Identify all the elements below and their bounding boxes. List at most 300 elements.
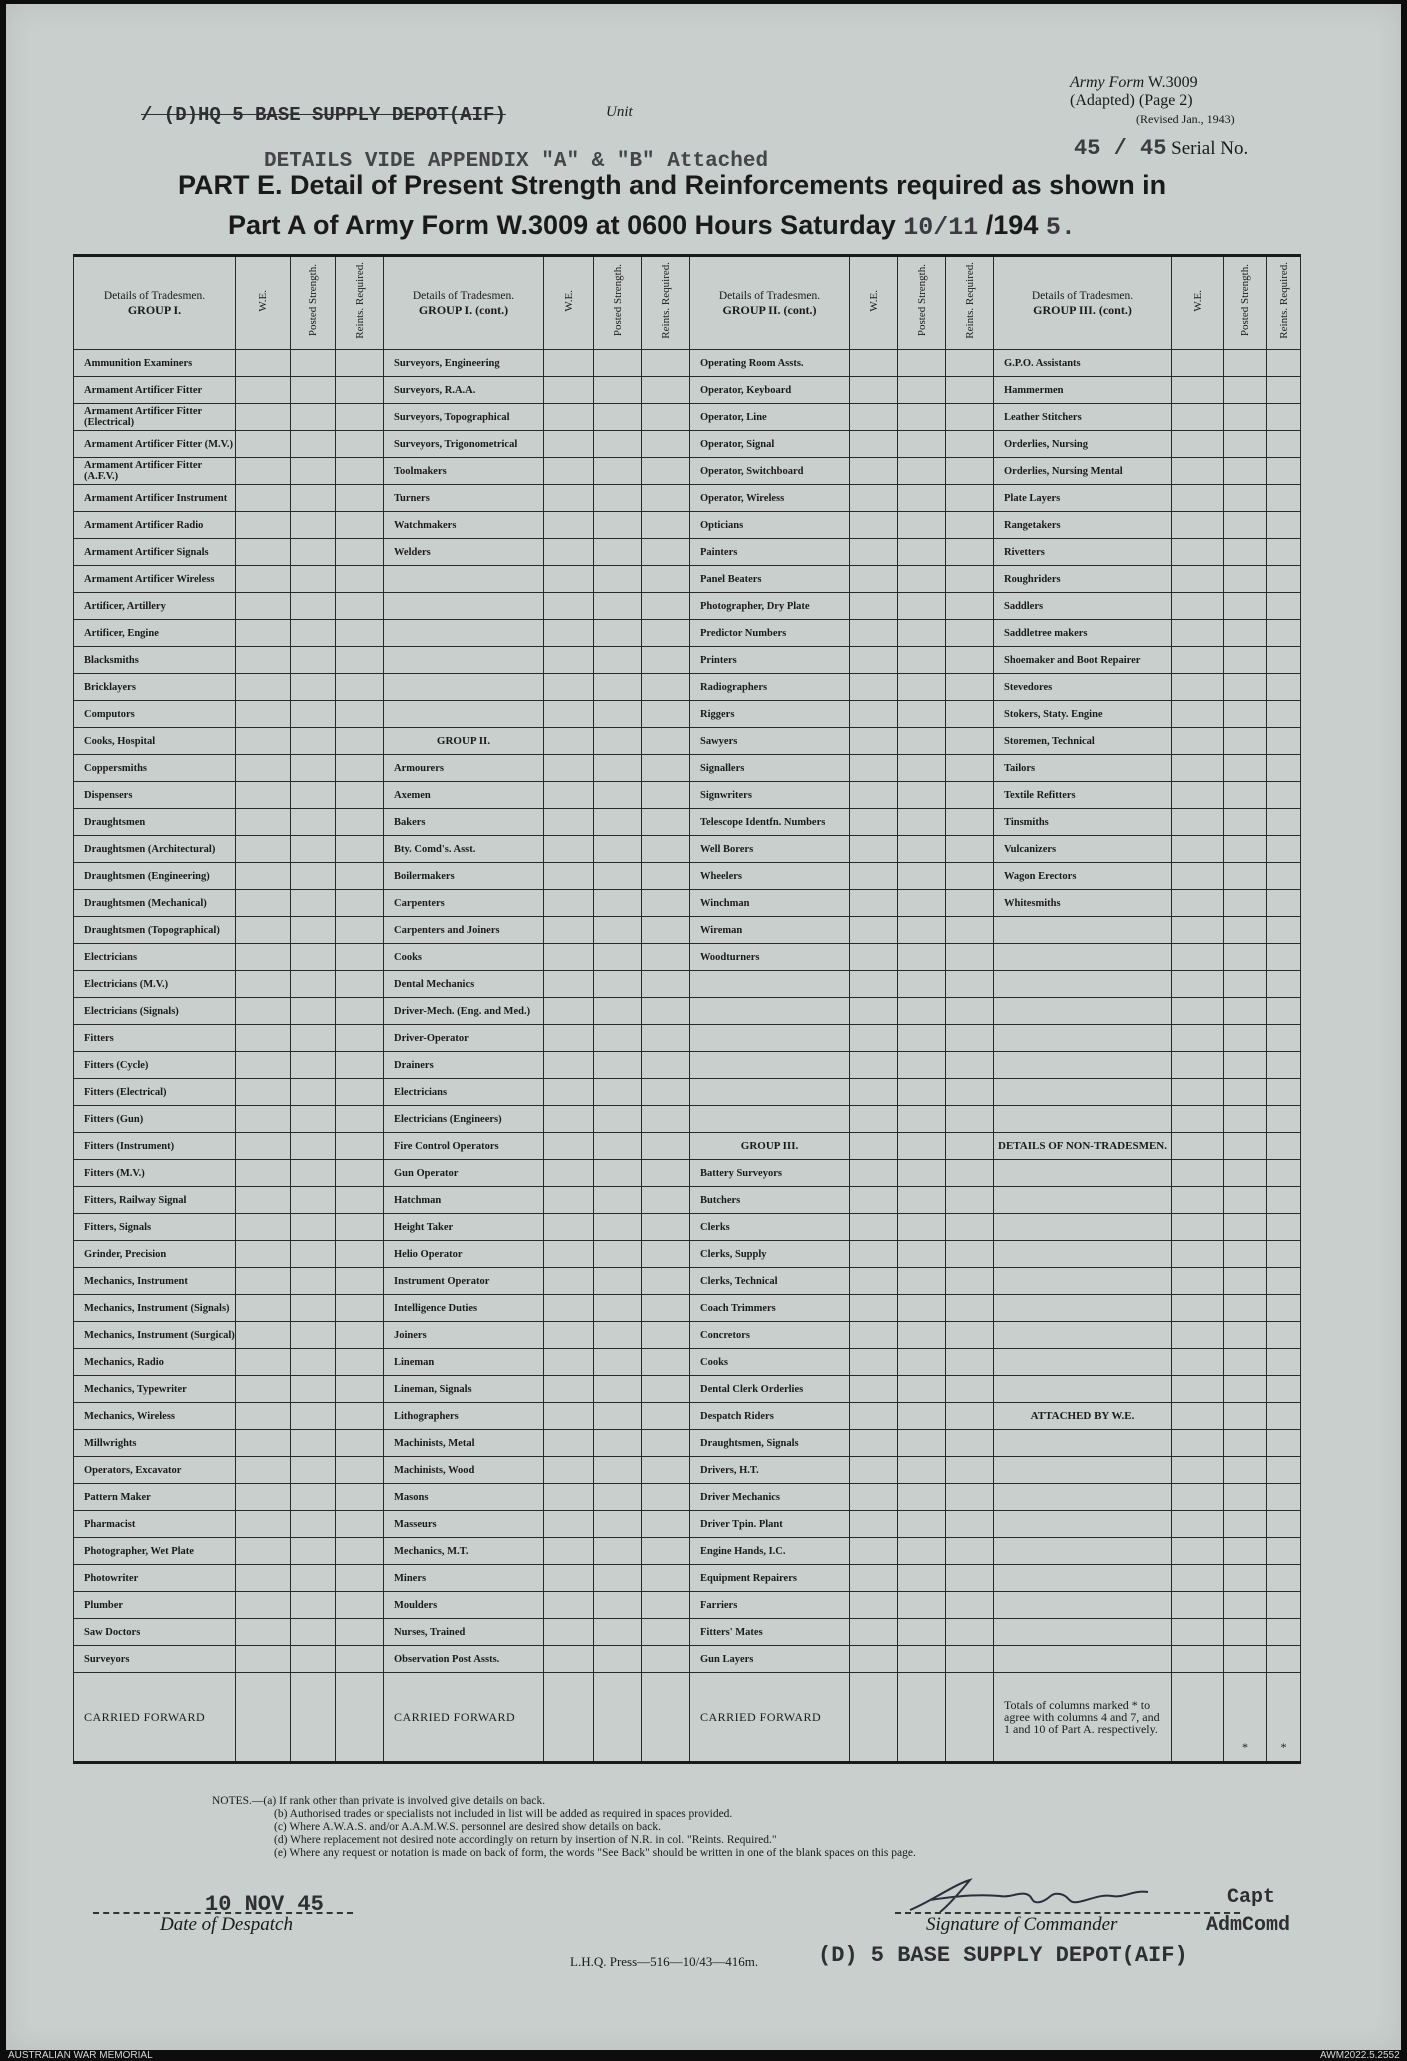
we-cell[interactable]: [1172, 755, 1224, 782]
we-cell[interactable]: [544, 1214, 594, 1241]
we-cell[interactable]: [850, 863, 898, 890]
reints-required-cell[interactable]: [946, 1079, 994, 1106]
we-cell[interactable]: [850, 1241, 898, 1268]
posted-strength-cell[interactable]: [1224, 1376, 1267, 1403]
we-cell[interactable]: [544, 755, 594, 782]
we-cell[interactable]: [850, 1214, 898, 1241]
reints-required-cell[interactable]: [1267, 1187, 1301, 1214]
we-cell[interactable]: [850, 1511, 898, 1538]
we-cell[interactable]: [544, 431, 594, 458]
posted-strength-cell[interactable]: [594, 1646, 642, 1673]
posted-strength-cell[interactable]: [898, 1079, 946, 1106]
reints-required-cell[interactable]: [642, 1511, 690, 1538]
reints-required-cell[interactable]: [642, 890, 690, 917]
posted-strength-cell[interactable]: [1224, 971, 1267, 998]
posted-strength-cell[interactable]: [1224, 998, 1267, 1025]
we-cell[interactable]: [236, 1295, 291, 1322]
we-cell[interactable]: [236, 1619, 291, 1646]
reints-required-cell[interactable]: [336, 890, 384, 917]
reints-required-cell[interactable]: [946, 1322, 994, 1349]
posted-strength-cell[interactable]: [898, 593, 946, 620]
we-cell[interactable]: [544, 1538, 594, 1565]
posted-strength-cell[interactable]: [898, 1646, 946, 1673]
posted-strength-cell[interactable]: [291, 1133, 336, 1160]
reints-required-cell[interactable]: [946, 1106, 994, 1133]
we-cell[interactable]: [850, 809, 898, 836]
we-cell[interactable]: [1172, 998, 1224, 1025]
we-cell[interactable]: [850, 1160, 898, 1187]
posted-strength-cell[interactable]: [898, 1322, 946, 1349]
we-cell[interactable]: [1172, 404, 1224, 431]
reints-required-cell[interactable]: [336, 1565, 384, 1592]
reints-required-cell[interactable]: [946, 1565, 994, 1592]
reints-required-cell[interactable]: [1267, 836, 1301, 863]
reints-required-cell[interactable]: [336, 1079, 384, 1106]
reints-required-cell[interactable]: [336, 512, 384, 539]
posted-strength-cell[interactable]: [1224, 485, 1267, 512]
we-cell[interactable]: [850, 674, 898, 701]
we-cell[interactable]: [1172, 809, 1224, 836]
we-cell[interactable]: [850, 1025, 898, 1052]
posted-strength-cell[interactable]: [291, 1403, 336, 1430]
we-cell[interactable]: [850, 1079, 898, 1106]
reints-required-cell[interactable]: [1267, 755, 1301, 782]
we-cell[interactable]: [236, 917, 291, 944]
reints-required-cell[interactable]: [336, 971, 384, 998]
reints-required-cell[interactable]: [946, 1484, 994, 1511]
we-cell[interactable]: [850, 1646, 898, 1673]
posted-strength-cell[interactable]: [594, 566, 642, 593]
posted-strength-cell[interactable]: [291, 1268, 336, 1295]
reints-required-cell[interactable]: [946, 431, 994, 458]
reints-required-cell[interactable]: [336, 1214, 384, 1241]
we-cell[interactable]: [850, 431, 898, 458]
we-cell[interactable]: [544, 1160, 594, 1187]
posted-strength-cell[interactable]: [291, 1592, 336, 1619]
posted-strength-cell[interactable]: [594, 755, 642, 782]
reints-required-cell[interactable]: [1267, 1160, 1301, 1187]
reints-required-cell[interactable]: [642, 755, 690, 782]
we-cell[interactable]: [850, 1484, 898, 1511]
posted-strength-cell[interactable]: [291, 1430, 336, 1457]
posted-strength-cell[interactable]: [291, 782, 336, 809]
posted-strength-cell[interactable]: [1224, 1619, 1267, 1646]
reints-required-cell[interactable]: [642, 620, 690, 647]
reints-required-cell[interactable]: [1267, 1430, 1301, 1457]
we-cell[interactable]: [850, 836, 898, 863]
we-cell[interactable]: [1172, 1052, 1224, 1079]
posted-strength-cell[interactable]: [1224, 1349, 1267, 1376]
reints-required-cell[interactable]: [642, 1268, 690, 1295]
we-cell[interactable]: [850, 998, 898, 1025]
reints-required-cell[interactable]: [1267, 1646, 1301, 1673]
posted-strength-cell[interactable]: [898, 1025, 946, 1052]
posted-strength-cell[interactable]: [898, 1160, 946, 1187]
reints-required-cell[interactable]: [336, 1349, 384, 1376]
we-cell[interactable]: [544, 1079, 594, 1106]
reints-required-cell[interactable]: [642, 485, 690, 512]
posted-strength-cell[interactable]: [1224, 782, 1267, 809]
we-cell[interactable]: [1172, 377, 1224, 404]
we-cell[interactable]: [544, 404, 594, 431]
reints-required-cell[interactable]: [946, 1133, 994, 1160]
we-cell[interactable]: [1172, 431, 1224, 458]
we-cell[interactable]: [236, 377, 291, 404]
posted-strength-cell[interactable]: [898, 458, 946, 485]
reints-required-cell[interactable]: [946, 1025, 994, 1052]
reints-required-cell[interactable]: [946, 485, 994, 512]
posted-strength-cell[interactable]: [291, 917, 336, 944]
posted-strength-cell[interactable]: [1224, 1646, 1267, 1673]
posted-strength-cell[interactable]: [594, 1430, 642, 1457]
we-cell[interactable]: [850, 971, 898, 998]
reints-required-cell[interactable]: [336, 944, 384, 971]
reints-required-cell[interactable]: [1267, 1592, 1301, 1619]
we-cell[interactable]: [1172, 863, 1224, 890]
reints-required-cell[interactable]: [642, 809, 690, 836]
we-cell[interactable]: [850, 1187, 898, 1214]
posted-strength-cell[interactable]: [898, 1214, 946, 1241]
we-cell[interactable]: [1172, 1160, 1224, 1187]
posted-strength-cell[interactable]: [898, 1187, 946, 1214]
reints-required-cell[interactable]: [1267, 863, 1301, 890]
we-cell[interactable]: [544, 377, 594, 404]
we-cell[interactable]: [236, 755, 291, 782]
posted-strength-cell[interactable]: [1224, 377, 1267, 404]
we-cell[interactable]: [1172, 1133, 1224, 1160]
we-cell[interactable]: [236, 809, 291, 836]
posted-strength-cell[interactable]: [291, 431, 336, 458]
we-cell[interactable]: [236, 431, 291, 458]
posted-strength-cell[interactable]: [594, 1133, 642, 1160]
we-cell[interactable]: [1172, 1619, 1224, 1646]
reints-required-cell[interactable]: [946, 1187, 994, 1214]
reints-required-cell[interactable]: [946, 1241, 994, 1268]
posted-strength-cell[interactable]: [594, 1538, 642, 1565]
posted-strength-cell[interactable]: [594, 431, 642, 458]
posted-strength-cell[interactable]: [1224, 1241, 1267, 1268]
we-cell[interactable]: [544, 620, 594, 647]
posted-strength-cell[interactable]: [594, 1106, 642, 1133]
reints-required-cell[interactable]: [1267, 566, 1301, 593]
we-cell[interactable]: [544, 998, 594, 1025]
we-cell[interactable]: [1172, 1484, 1224, 1511]
posted-strength-cell[interactable]: [291, 755, 336, 782]
posted-strength-cell[interactable]: [594, 1511, 642, 1538]
reints-required-cell[interactable]: [946, 971, 994, 998]
reints-required-cell[interactable]: [642, 1160, 690, 1187]
posted-strength-cell[interactable]: [291, 728, 336, 755]
reints-required-cell[interactable]: [336, 782, 384, 809]
posted-strength-cell[interactable]: [594, 701, 642, 728]
we-cell[interactable]: [850, 647, 898, 674]
posted-strength-cell[interactable]: [898, 1349, 946, 1376]
posted-strength-cell[interactable]: [898, 1268, 946, 1295]
posted-strength-cell[interactable]: [1224, 1484, 1267, 1511]
posted-strength-cell[interactable]: [291, 1457, 336, 1484]
we-cell[interactable]: [850, 1322, 898, 1349]
reints-required-cell[interactable]: [642, 431, 690, 458]
posted-strength-cell[interactable]: [291, 998, 336, 1025]
reints-required-cell[interactable]: [336, 1646, 384, 1673]
we-cell[interactable]: [236, 1322, 291, 1349]
we-cell[interactable]: [1172, 539, 1224, 566]
posted-strength-cell[interactable]: [898, 944, 946, 971]
posted-strength-cell[interactable]: [1224, 647, 1267, 674]
reints-required-cell[interactable]: [642, 944, 690, 971]
reints-required-cell[interactable]: [1267, 1403, 1301, 1430]
reints-required-cell[interactable]: [946, 890, 994, 917]
reints-required-cell[interactable]: [642, 539, 690, 566]
posted-strength-cell[interactable]: [594, 1079, 642, 1106]
posted-strength-cell[interactable]: [291, 809, 336, 836]
posted-strength-cell[interactable]: [898, 809, 946, 836]
posted-strength-cell[interactable]: [1224, 944, 1267, 971]
posted-strength-cell[interactable]: [594, 971, 642, 998]
we-cell[interactable]: [1172, 1241, 1224, 1268]
posted-strength-cell[interactable]: [594, 863, 642, 890]
posted-strength-cell[interactable]: [1224, 1133, 1267, 1160]
posted-strength-cell[interactable]: [291, 971, 336, 998]
reints-required-cell[interactable]: [1267, 620, 1301, 647]
posted-strength-cell[interactable]: [1224, 755, 1267, 782]
reints-required-cell[interactable]: [336, 998, 384, 1025]
posted-strength-cell[interactable]: [1224, 1592, 1267, 1619]
reints-required-cell[interactable]: [946, 782, 994, 809]
posted-strength-cell[interactable]: [898, 701, 946, 728]
posted-strength-cell[interactable]: [291, 1052, 336, 1079]
reints-required-cell[interactable]: [946, 1349, 994, 1376]
posted-strength-cell[interactable]: [898, 512, 946, 539]
reints-required-cell[interactable]: [642, 566, 690, 593]
posted-strength-cell[interactable]: [291, 1025, 336, 1052]
we-cell[interactable]: [1172, 674, 1224, 701]
we-cell[interactable]: [1172, 728, 1224, 755]
reints-required-cell[interactable]: [336, 377, 384, 404]
reints-required-cell[interactable]: [336, 755, 384, 782]
reints-required-cell[interactable]: [642, 1214, 690, 1241]
reints-required-cell[interactable]: [642, 1619, 690, 1646]
reints-required-cell[interactable]: [336, 1160, 384, 1187]
we-cell[interactable]: [850, 1349, 898, 1376]
we-cell[interactable]: [850, 701, 898, 728]
posted-strength-cell[interactable]: [898, 1376, 946, 1403]
we-cell[interactable]: [850, 1592, 898, 1619]
posted-strength-cell[interactable]: [1224, 1403, 1267, 1430]
reints-required-cell[interactable]: [336, 1133, 384, 1160]
we-cell[interactable]: [236, 1538, 291, 1565]
reints-required-cell[interactable]: [336, 701, 384, 728]
posted-strength-cell[interactable]: [594, 917, 642, 944]
reints-required-cell[interactable]: [946, 1214, 994, 1241]
posted-strength-cell[interactable]: [291, 458, 336, 485]
we-cell[interactable]: [236, 404, 291, 431]
we-cell[interactable]: [1172, 1403, 1224, 1430]
reints-required-cell[interactable]: [946, 1295, 994, 1322]
reints-required-cell[interactable]: [642, 1052, 690, 1079]
we-cell[interactable]: [1172, 890, 1224, 917]
reints-required-cell[interactable]: [642, 1133, 690, 1160]
we-cell[interactable]: [236, 1187, 291, 1214]
reints-required-cell[interactable]: [336, 1322, 384, 1349]
posted-strength-cell[interactable]: [1224, 1079, 1267, 1106]
reints-required-cell[interactable]: [336, 431, 384, 458]
reints-required-cell[interactable]: [642, 863, 690, 890]
we-cell[interactable]: [236, 1376, 291, 1403]
posted-strength-cell[interactable]: [898, 1430, 946, 1457]
we-cell[interactable]: [236, 593, 291, 620]
we-cell[interactable]: [236, 1160, 291, 1187]
posted-strength-cell[interactable]: [898, 1565, 946, 1592]
we-cell[interactable]: [544, 485, 594, 512]
reints-required-cell[interactable]: [1267, 593, 1301, 620]
reints-required-cell[interactable]: [642, 1106, 690, 1133]
we-cell[interactable]: [236, 350, 291, 377]
posted-strength-cell[interactable]: [594, 404, 642, 431]
reints-required-cell[interactable]: [946, 350, 994, 377]
we-cell[interactable]: [850, 728, 898, 755]
posted-strength-cell[interactable]: [1224, 863, 1267, 890]
posted-strength-cell[interactable]: [594, 944, 642, 971]
posted-strength-cell[interactable]: [291, 566, 336, 593]
we-cell[interactable]: [1172, 836, 1224, 863]
we-cell[interactable]: [1172, 782, 1224, 809]
we-cell[interactable]: [544, 647, 594, 674]
we-cell[interactable]: [850, 1106, 898, 1133]
we-cell[interactable]: [236, 1457, 291, 1484]
reints-required-cell[interactable]: [642, 647, 690, 674]
we-cell[interactable]: [850, 539, 898, 566]
we-cell[interactable]: [850, 917, 898, 944]
we-cell[interactable]: [236, 1646, 291, 1673]
we-cell[interactable]: [1172, 458, 1224, 485]
we-cell[interactable]: [544, 1592, 594, 1619]
reints-required-cell[interactable]: [1267, 701, 1301, 728]
reints-required-cell[interactable]: [642, 1430, 690, 1457]
we-cell[interactable]: [1172, 1511, 1224, 1538]
posted-strength-cell[interactable]: [291, 1214, 336, 1241]
reints-required-cell[interactable]: [642, 674, 690, 701]
posted-strength-cell[interactable]: [291, 620, 336, 647]
reints-required-cell[interactable]: [1267, 917, 1301, 944]
reints-required-cell[interactable]: [336, 1457, 384, 1484]
posted-strength-cell[interactable]: [898, 1133, 946, 1160]
posted-strength-cell[interactable]: [898, 782, 946, 809]
posted-strength-cell[interactable]: [1224, 836, 1267, 863]
posted-strength-cell[interactable]: [594, 1619, 642, 1646]
reints-required-cell[interactable]: [642, 377, 690, 404]
posted-strength-cell[interactable]: [594, 1592, 642, 1619]
reints-required-cell[interactable]: [1267, 971, 1301, 998]
reints-required-cell[interactable]: [642, 1538, 690, 1565]
we-cell[interactable]: [850, 566, 898, 593]
posted-strength-cell[interactable]: [1224, 890, 1267, 917]
we-cell[interactable]: [850, 1565, 898, 1592]
we-cell[interactable]: [1172, 485, 1224, 512]
we-cell[interactable]: [236, 1484, 291, 1511]
reints-required-cell[interactable]: [1267, 1268, 1301, 1295]
reints-required-cell[interactable]: [946, 809, 994, 836]
we-cell[interactable]: [850, 1619, 898, 1646]
posted-strength-cell[interactable]: [898, 728, 946, 755]
reints-required-cell[interactable]: [946, 1403, 994, 1430]
reints-required-cell[interactable]: [946, 1592, 994, 1619]
posted-strength-cell[interactable]: [291, 485, 336, 512]
reints-required-cell[interactable]: [1267, 539, 1301, 566]
reints-required-cell[interactable]: [946, 998, 994, 1025]
reints-required-cell[interactable]: [336, 1484, 384, 1511]
we-cell[interactable]: [1172, 1646, 1224, 1673]
reints-required-cell[interactable]: [946, 1052, 994, 1079]
posted-strength-cell[interactable]: [594, 377, 642, 404]
posted-strength-cell[interactable]: [898, 998, 946, 1025]
posted-strength-cell[interactable]: [594, 1025, 642, 1052]
reints-required-cell[interactable]: [1267, 1457, 1301, 1484]
posted-strength-cell[interactable]: [1224, 1430, 1267, 1457]
we-cell[interactable]: [1172, 620, 1224, 647]
we-cell[interactable]: [850, 890, 898, 917]
reints-required-cell[interactable]: [1267, 674, 1301, 701]
we-cell[interactable]: [544, 1484, 594, 1511]
reints-required-cell[interactable]: [336, 728, 384, 755]
reints-required-cell[interactable]: [1267, 1376, 1301, 1403]
we-cell[interactable]: [236, 782, 291, 809]
reints-required-cell[interactable]: [946, 917, 994, 944]
we-cell[interactable]: [850, 1403, 898, 1430]
reints-required-cell[interactable]: [336, 1403, 384, 1430]
posted-strength-cell[interactable]: [291, 1511, 336, 1538]
we-cell[interactable]: [544, 512, 594, 539]
reints-required-cell[interactable]: [1267, 1511, 1301, 1538]
we-cell[interactable]: [544, 1052, 594, 1079]
we-cell[interactable]: [236, 836, 291, 863]
posted-strength-cell[interactable]: [898, 1619, 946, 1646]
we-cell[interactable]: [850, 1268, 898, 1295]
reints-required-cell[interactable]: [946, 566, 994, 593]
reints-required-cell[interactable]: [946, 620, 994, 647]
we-cell[interactable]: [1172, 701, 1224, 728]
posted-strength-cell[interactable]: [291, 647, 336, 674]
reints-required-cell[interactable]: [946, 1538, 994, 1565]
we-cell[interactable]: [544, 1376, 594, 1403]
posted-strength-cell[interactable]: [1224, 917, 1267, 944]
reints-required-cell[interactable]: [336, 1511, 384, 1538]
reints-required-cell[interactable]: [1267, 1079, 1301, 1106]
we-cell[interactable]: [1172, 350, 1224, 377]
we-cell[interactable]: [236, 1241, 291, 1268]
reints-required-cell[interactable]: [642, 1484, 690, 1511]
reints-required-cell[interactable]: [946, 1268, 994, 1295]
reints-required-cell[interactable]: [946, 512, 994, 539]
reints-required-cell[interactable]: [336, 1241, 384, 1268]
reints-required-cell[interactable]: [1267, 377, 1301, 404]
reints-required-cell[interactable]: [336, 1106, 384, 1133]
we-cell[interactable]: [1172, 1079, 1224, 1106]
reints-required-cell[interactable]: [1267, 1538, 1301, 1565]
posted-strength-cell[interactable]: [291, 674, 336, 701]
reints-required-cell[interactable]: [946, 755, 994, 782]
we-cell[interactable]: [544, 971, 594, 998]
reints-required-cell[interactable]: [336, 1538, 384, 1565]
reints-required-cell[interactable]: [336, 404, 384, 431]
posted-strength-cell[interactable]: [594, 620, 642, 647]
posted-strength-cell[interactable]: [291, 404, 336, 431]
reints-required-cell[interactable]: [336, 1592, 384, 1619]
reints-required-cell[interactable]: [642, 1079, 690, 1106]
posted-strength-cell[interactable]: [1224, 350, 1267, 377]
posted-strength-cell[interactable]: [594, 647, 642, 674]
we-cell[interactable]: [544, 674, 594, 701]
